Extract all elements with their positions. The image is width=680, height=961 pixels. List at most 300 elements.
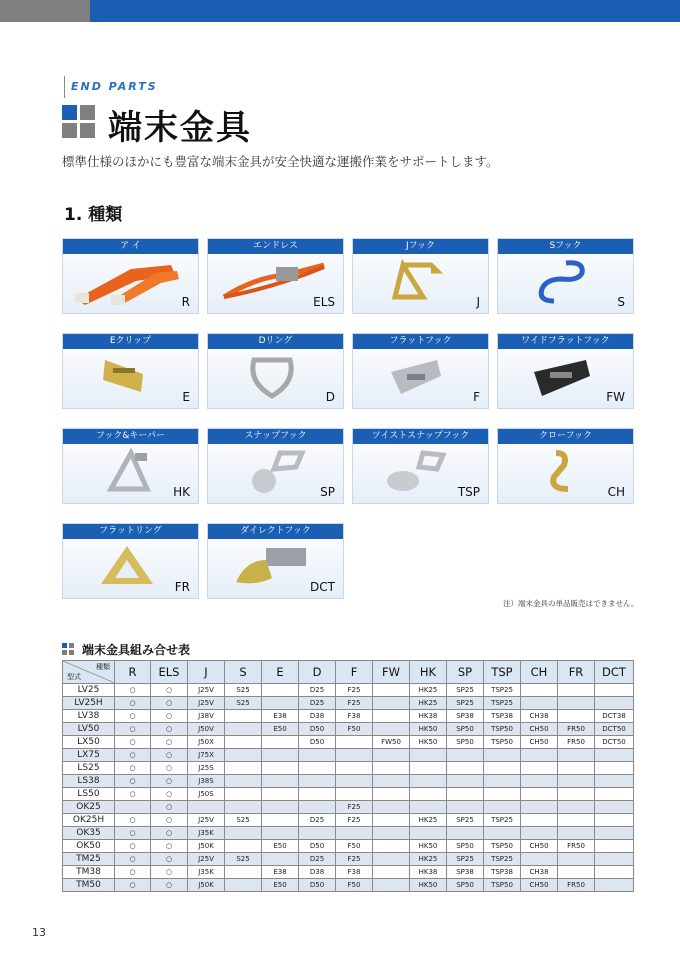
table-cell	[447, 749, 484, 762]
table-cell	[595, 840, 634, 853]
product-card-ch	[497, 428, 634, 504]
table-cell	[595, 775, 634, 788]
table-cell	[225, 723, 262, 736]
table-cell	[484, 801, 521, 814]
table-title: 端末金具組み合せ表	[82, 643, 191, 657]
table-cell: TSP38	[484, 866, 521, 879]
table-cell	[558, 684, 595, 697]
table-row	[63, 697, 634, 710]
table-cell: TSP25	[484, 697, 521, 710]
table-cell	[373, 697, 410, 710]
table-cell	[336, 762, 373, 775]
table-cell	[188, 801, 225, 814]
table-cell: ○	[115, 710, 151, 723]
table-cell	[225, 801, 262, 814]
table-cell	[558, 827, 595, 840]
card-code: CH	[607, 485, 625, 499]
table-cell: J50K	[188, 879, 225, 892]
table-cell	[262, 801, 299, 814]
table-cell: DCT38	[595, 710, 634, 723]
table-cell: ○	[151, 814, 188, 827]
table-cell	[336, 749, 373, 762]
table-cell	[410, 749, 447, 762]
table-cell: J38S	[188, 775, 225, 788]
table-cell: TSP50	[484, 736, 521, 749]
table-row	[63, 684, 634, 697]
card-label: ワイドフラットフック	[498, 334, 633, 349]
table-cell	[262, 697, 299, 710]
table-cell: D38	[299, 710, 336, 723]
card-code: FR	[174, 580, 190, 594]
table-row	[63, 723, 634, 736]
table-cell: CH50	[521, 736, 558, 749]
claw-hook-image	[506, 447, 618, 495]
column-header: CH	[521, 661, 558, 684]
table-cell: F25	[336, 801, 373, 814]
table-cell: ○	[115, 762, 151, 775]
table-cell	[373, 710, 410, 723]
table-cell: ○	[115, 749, 151, 762]
card-code: J	[476, 295, 480, 309]
table-cell	[262, 775, 299, 788]
table-cell	[447, 801, 484, 814]
table-cell: SP38	[447, 710, 484, 723]
d-ring-image	[216, 352, 328, 400]
table-cell	[521, 762, 558, 775]
table-cell	[225, 866, 262, 879]
table-cell: ○	[151, 762, 188, 775]
table-cell	[595, 866, 634, 879]
table-cell	[336, 788, 373, 801]
table-cell	[595, 827, 634, 840]
card-code: ELS	[313, 295, 335, 309]
card-code: DCT	[310, 580, 335, 594]
table-cell: ○	[151, 723, 188, 736]
column-header: HK	[410, 661, 447, 684]
table-cell: SP50	[447, 723, 484, 736]
table-cell	[225, 710, 262, 723]
column-header: FW	[373, 661, 410, 684]
table-cell: HK38	[410, 710, 447, 723]
table-cell: D50	[299, 840, 336, 853]
corner-label-model: 型式	[67, 673, 81, 681]
row-model-label: LS25	[63, 762, 115, 775]
table-cell	[595, 801, 634, 814]
table-cell	[595, 697, 634, 710]
product-card-hk	[62, 428, 199, 504]
table-cell: F25	[336, 853, 373, 866]
table-cell	[225, 788, 262, 801]
product-card-els	[207, 238, 344, 314]
table-cell: CH38	[521, 710, 558, 723]
row-model-label: TM38	[63, 866, 115, 879]
table-cell	[336, 827, 373, 840]
table-cell	[299, 775, 336, 788]
table-cell	[484, 775, 521, 788]
table-cell	[373, 762, 410, 775]
table-cell	[373, 866, 410, 879]
column-header: ELS	[151, 661, 188, 684]
table-cell	[410, 801, 447, 814]
table-cell	[521, 749, 558, 762]
table-cell: ○	[115, 697, 151, 710]
card-label: フラットリング	[63, 524, 198, 539]
table-cell: S25	[225, 684, 262, 697]
table-cell: J50X	[188, 736, 225, 749]
table-row	[63, 749, 634, 762]
combination-table	[62, 660, 634, 892]
table-cell	[373, 775, 410, 788]
table-cell: J50S	[188, 788, 225, 801]
table-cell: SP38	[447, 866, 484, 879]
lead-text: 標準仕様のほかにも豊富な端末金具が安全快適な運搬作業をサポートします。	[62, 154, 499, 169]
table-cell: ○	[115, 814, 151, 827]
table-row	[63, 840, 634, 853]
table-cell: F38	[336, 866, 373, 879]
table-cell: HK50	[410, 879, 447, 892]
table-cell: ○	[151, 866, 188, 879]
table-cell	[299, 827, 336, 840]
table-cell: ○	[115, 736, 151, 749]
table-row	[63, 762, 634, 775]
table-cell	[373, 879, 410, 892]
table-cell	[484, 749, 521, 762]
table-cell	[299, 749, 336, 762]
table-cell	[225, 775, 262, 788]
table-cell: ○	[115, 840, 151, 853]
table-cell: ○	[151, 879, 188, 892]
card-code: S	[617, 295, 625, 309]
table-cell: SP50	[447, 879, 484, 892]
table-cell: ○	[151, 749, 188, 762]
table-cell: ○	[115, 879, 151, 892]
table-cell: ○	[115, 866, 151, 879]
hook-keeper-image	[71, 447, 183, 495]
table-cell	[373, 801, 410, 814]
table-cell	[521, 697, 558, 710]
table-cell: J50K	[188, 840, 225, 853]
product-card-dct	[207, 523, 344, 599]
table-cell	[521, 788, 558, 801]
table-cell: J35K	[188, 866, 225, 879]
s-hook-image	[506, 257, 618, 305]
product-card-r	[62, 238, 199, 314]
card-code: SP	[320, 485, 335, 499]
table-cell: ○	[151, 684, 188, 697]
table-cell	[373, 814, 410, 827]
card-code: HK	[173, 485, 190, 499]
table-cell: S25	[225, 853, 262, 866]
sales-note: 注）端末金具の単品販売はできません。	[503, 599, 639, 608]
table-cell: SP50	[447, 736, 484, 749]
column-header: D	[299, 661, 336, 684]
row-model-label: LS38	[63, 775, 115, 788]
table-cell	[373, 684, 410, 697]
table-cell: DCT50	[595, 723, 634, 736]
table-cell	[558, 762, 595, 775]
table-cell	[447, 788, 484, 801]
card-label: Eクリップ	[63, 334, 198, 349]
column-header: E	[262, 661, 299, 684]
table-cell: SP25	[447, 853, 484, 866]
table-cell: D50	[299, 723, 336, 736]
column-header: S	[225, 661, 262, 684]
table-cell: E50	[262, 879, 299, 892]
product-card-d	[207, 333, 344, 409]
table-cell: J50V	[188, 723, 225, 736]
title-square-icon	[62, 105, 96, 139]
table-cell: HK50	[410, 723, 447, 736]
table-cell	[595, 762, 634, 775]
table-cell: D25	[299, 814, 336, 827]
row-model-label: OK25	[63, 801, 115, 814]
table-row	[63, 853, 634, 866]
table-cell	[558, 697, 595, 710]
row-model-label: TM25	[63, 853, 115, 866]
row-model-label: LX75	[63, 749, 115, 762]
top-bar-blue	[90, 0, 680, 22]
table-cell: F50	[336, 840, 373, 853]
table-cell: ○	[151, 697, 188, 710]
table-cell: ○	[151, 788, 188, 801]
table-cell	[299, 801, 336, 814]
table-cell: E50	[262, 840, 299, 853]
table-cell	[521, 775, 558, 788]
table-cell: HK25	[410, 697, 447, 710]
row-model-label: LV25H	[63, 697, 115, 710]
row-model-label: OK25H	[63, 814, 115, 827]
table-cell	[299, 762, 336, 775]
card-code: R	[181, 295, 190, 309]
table-cell	[262, 788, 299, 801]
table-cell: J75X	[188, 749, 225, 762]
table-cell	[373, 827, 410, 840]
table-cell: D50	[299, 879, 336, 892]
card-label: Jフック	[353, 239, 488, 254]
table-cell	[410, 788, 447, 801]
table-cell	[595, 814, 634, 827]
table-cell	[373, 749, 410, 762]
table-cell	[484, 788, 521, 801]
table-cell	[336, 736, 373, 749]
table-cell	[558, 801, 595, 814]
column-header: DCT	[595, 661, 634, 684]
table-cell: CH50	[521, 879, 558, 892]
table-cell: SP25	[447, 814, 484, 827]
column-header: R	[115, 661, 151, 684]
column-header: F	[336, 661, 373, 684]
card-label: エンドレス	[208, 239, 343, 254]
card-label: フック&キーパー	[63, 429, 198, 444]
table-cell: F50	[336, 723, 373, 736]
table-cell	[225, 762, 262, 775]
table-cell: ○	[115, 827, 151, 840]
snap-hook-image	[216, 447, 328, 495]
table-cell	[262, 736, 299, 749]
twist-snap-hook-image	[361, 447, 473, 495]
table-cell	[373, 788, 410, 801]
eye-sling-image	[71, 257, 181, 305]
row-model-label: TM50	[63, 879, 115, 892]
product-card-fr	[62, 523, 199, 599]
table-row	[63, 801, 634, 814]
table-row	[63, 710, 634, 723]
column-header: TSP	[484, 661, 521, 684]
table-cell: F25	[336, 697, 373, 710]
table-cell: DCT50	[595, 736, 634, 749]
table-cell: S25	[225, 697, 262, 710]
row-model-label: LV25	[63, 684, 115, 697]
table-cell: F50	[336, 879, 373, 892]
table-cell: D50	[299, 736, 336, 749]
table-cell: CH50	[521, 840, 558, 853]
table-cell: SP25	[447, 697, 484, 710]
section-eyebrow: END PARTS	[64, 76, 158, 98]
table-cell: TSP50	[484, 723, 521, 736]
table-cell	[521, 853, 558, 866]
row-model-label: OK35	[63, 827, 115, 840]
table-cell: D38	[299, 866, 336, 879]
table-cell	[373, 723, 410, 736]
table-cell	[336, 775, 373, 788]
page-title: 端末金具	[108, 108, 252, 148]
table-cell: J25V	[188, 684, 225, 697]
table-cell: ○	[151, 827, 188, 840]
table-cell	[558, 788, 595, 801]
column-header: FR	[558, 661, 595, 684]
top-bar-grey	[0, 0, 90, 22]
table-cell	[521, 684, 558, 697]
card-label: スナップフック	[208, 429, 343, 444]
table-cell: J35K	[188, 827, 225, 840]
table-cell	[262, 762, 299, 775]
table-cell	[373, 853, 410, 866]
table-cell: ○	[115, 853, 151, 866]
product-card-j	[352, 238, 489, 314]
table-cell: FR50	[558, 879, 595, 892]
table-cell	[225, 879, 262, 892]
table-cell	[410, 827, 447, 840]
table-cell: HK25	[410, 853, 447, 866]
table-cell	[373, 840, 410, 853]
flat-ring-image	[71, 542, 183, 590]
table-cell: E38	[262, 866, 299, 879]
table-cell: TSP38	[484, 710, 521, 723]
corner-label-type: 種類	[96, 663, 110, 671]
table-cell: CH38	[521, 866, 558, 879]
flat-hook-image	[361, 352, 473, 400]
table-cell: FR50	[558, 736, 595, 749]
table-row	[63, 788, 634, 801]
card-label: Sフック	[498, 239, 633, 254]
card-code: F	[473, 390, 480, 404]
card-code: FW	[606, 390, 625, 404]
table-cell: FR50	[558, 723, 595, 736]
table-cell: ○	[151, 801, 188, 814]
table-cell	[484, 827, 521, 840]
table-cell: FR50	[558, 840, 595, 853]
product-card-e	[62, 333, 199, 409]
table-cell: ○	[151, 840, 188, 853]
table-row	[63, 775, 634, 788]
card-label: ツイストスナップフック	[353, 429, 488, 444]
table-cell: J25S	[188, 762, 225, 775]
table-cell	[558, 749, 595, 762]
table-cell: D25	[299, 697, 336, 710]
table-title-square-icon	[62, 643, 74, 655]
table-cell	[558, 814, 595, 827]
table-cell	[262, 814, 299, 827]
table-cell: HK38	[410, 866, 447, 879]
table-cell	[447, 762, 484, 775]
table-row	[63, 827, 634, 840]
table-cell	[595, 788, 634, 801]
table-row	[63, 736, 634, 749]
table-cell	[262, 749, 299, 762]
table-cell	[558, 710, 595, 723]
table-cell: ○	[151, 775, 188, 788]
card-label: ア イ	[63, 239, 198, 254]
table-row	[63, 879, 634, 892]
table-cell: E50	[262, 723, 299, 736]
row-model-label: OK50	[63, 840, 115, 853]
row-model-label: LV50	[63, 723, 115, 736]
table-cell: J38V	[188, 710, 225, 723]
table-cell	[595, 853, 634, 866]
table-cell	[447, 827, 484, 840]
table-cell: F25	[336, 814, 373, 827]
table-cell: SP50	[447, 840, 484, 853]
card-label: Dリング	[208, 334, 343, 349]
table-cell: ○	[115, 684, 151, 697]
table-cell	[225, 827, 262, 840]
table-cell: CH50	[521, 723, 558, 736]
table-cell: TSP25	[484, 684, 521, 697]
table-cell: TSP25	[484, 814, 521, 827]
table-cell	[410, 775, 447, 788]
endless-sling-image	[216, 257, 328, 305]
column-header: J	[188, 661, 225, 684]
table-cell	[225, 749, 262, 762]
table-cell	[410, 762, 447, 775]
table-cell: TSP50	[484, 879, 521, 892]
table-cell: HK25	[410, 814, 447, 827]
row-model-label: LX50	[63, 736, 115, 749]
e-clip-image	[71, 352, 183, 400]
table-cell	[225, 840, 262, 853]
table-cell: D25	[299, 853, 336, 866]
table-cell	[447, 775, 484, 788]
table-cell: ○	[151, 736, 188, 749]
table-cell: SP25	[447, 684, 484, 697]
table-cell: S25	[225, 814, 262, 827]
card-label: クローフック	[498, 429, 633, 444]
table-cell: ○	[115, 723, 151, 736]
product-card-fw	[497, 333, 634, 409]
product-card-f	[352, 333, 489, 409]
product-card-s	[497, 238, 634, 314]
table-cell	[521, 827, 558, 840]
table-cell	[262, 827, 299, 840]
table-row	[63, 814, 634, 827]
table-header-row	[63, 661, 634, 684]
row-model-label: LV38	[63, 710, 115, 723]
table-row	[63, 866, 634, 879]
table-cell: TSP50	[484, 840, 521, 853]
table-cell	[558, 853, 595, 866]
table-cell	[595, 879, 634, 892]
product-card-sp	[207, 428, 344, 504]
